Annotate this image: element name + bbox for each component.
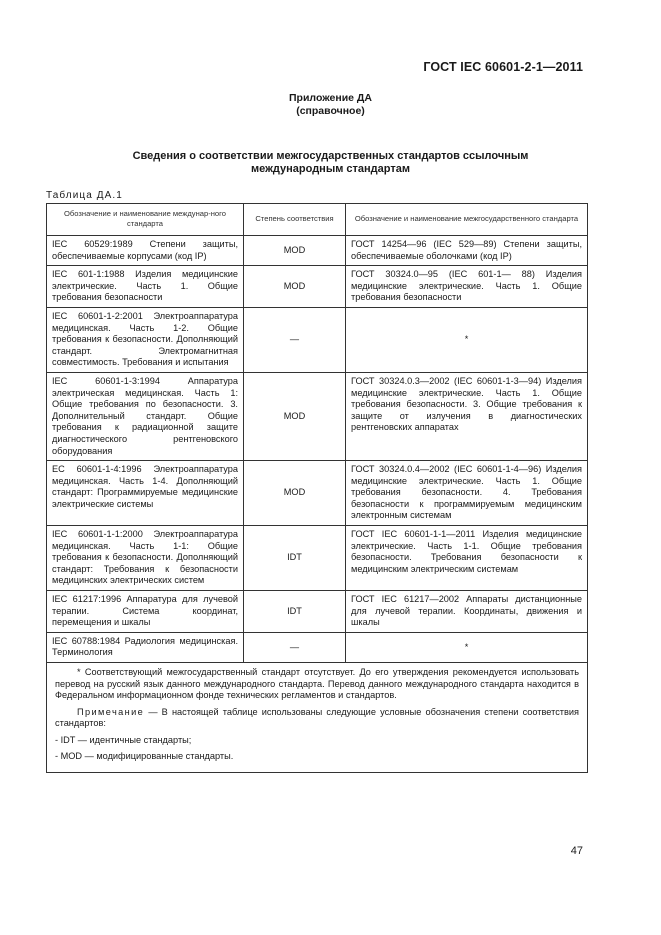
cell-international: IEC 601-1:1988 Изделия медицинские электрические. Часть 1. Общие требования безопасности [47,266,244,308]
note-label: Примечание [77,706,145,717]
cell-international: IEC 60529:1989 Степени защиты, обеспечиваемые корпусами (код IP) [47,236,244,266]
cell-degree: IDT [244,591,346,633]
appendix-title: Приложение ДА [289,92,372,104]
cell-international: IEC 60601-1-3:1994 Аппаратура электрическая медицинская. Часть 1: Общие требования по безопасности. 3. Дополнительный стандарт. Общие требования к радиационной защите диагностического рентгеновского оборудования [47,372,244,460]
cell-national: * [346,632,588,662]
table-row [47,307,588,372]
cell-degree: MOD [244,236,346,266]
correspondence-table [46,203,588,773]
cell-international: ЕС 60601-1-4:1996 Электроаппаратура медицинская. Часть 1-4. Дополняющий стандарт: Программируемые медицинские электрические системы [47,461,244,526]
cell-international: IEC 60788:1984 Радиология медицинская. Терминология [47,632,244,662]
table-row [47,372,588,460]
table-row [47,632,588,662]
footnote: * Соответствующий межгосударственный стандарт отсутствует. До его утверждения рекомендуется использовать перевод на русский язык данного международного стандарта. Перевод данного международного стандарта находится в Федеральном информационном фонде технических регламентов и стандартов. [55,667,579,701]
table-row [47,591,588,633]
section-title-line2: международным стандартам [251,163,410,175]
cell-national: ГОСТ 30324.0.3—2002 (IEC 60601-1-3—94) Изделия медицинские электрические. Часть 1. Общие требования безопасности. 3. Общие требования к защите от излучения в диагностических рентгеновских аппаратах [346,372,588,460]
table-row [47,526,588,591]
cell-national: ГОСТ IEC 60601-1-1—2011 Изделия медицинские электрические. Часть 1-1. Общие требования безопасности. Требования безопасности к медицинским электрическим системам [346,526,588,591]
table-notes [47,663,588,773]
note [55,707,579,730]
appendix-subtitle: (справочное) [296,105,365,117]
section-title-line1: Сведения о соответствии межгосударственных стандартов ссылочным [132,150,529,162]
legend-idt: - IDT — идентичные стандарты; [55,734,192,745]
cell-national: * [346,307,588,372]
table-notes-row [47,663,588,773]
cell-international: IEC 60601-1-2:2001 Электроаппаратура медицинская. Часть 1-2. Общие требования к безопасности. Дополняющий стандарт. Электромагнитная совместимость. Требования и испытания [47,307,244,372]
cell-degree: — [244,632,346,662]
cell-national: ГОСТ IEC 61217—2002 Аппараты дистанционные для лучевой терапии. Координаты, движения и шкалы [346,591,588,633]
cell-national: ГОСТ 14254—96 (IEC 529—89) Степени защиты, обеспечиваемые оболочками (код IP) [346,236,588,266]
cell-degree: MOD [244,266,346,308]
page-number: 47 [570,845,583,857]
table-header-row [47,204,588,236]
cell-international: IEC 61217:1996 Аппаратура для лучевой терапии. Система координат, перемещения и шкалы [47,591,244,633]
section-title [0,150,661,176]
col-header-degree: Степень соответствия [244,204,346,236]
table-row [47,236,588,266]
cell-international: IEC 60601-1-1:2000 Электроаппаратура медицинская. Часть 1-1: Общие требования к безопасности. Дополняющий стандарт: Требования к безопасности медицинских электрических систем [47,526,244,591]
cell-degree: IDT [244,526,346,591]
table-row [47,266,588,308]
cell-national: ГОСТ 30324.0—95 (IEC 601-1— 88) Изделия медицинские электрические. Часть 1. Общие требования безопасности [346,266,588,308]
note-text: — В настоящей таблице использованы следующие условные обозначения степени соответствия стандартов: [55,706,579,729]
cell-national: ГОСТ 30324.0.4—2002 (IEC 60601-1-4—96) Изделия медицинские электрические. Часть 1. Общие требования безопасности. 4. Требования безопасности к программируемым медицинским электронным системам [346,461,588,526]
table-row [47,461,588,526]
legend-mod: - MOD — модифицированные стандарты. [55,750,234,761]
cell-degree: MOD [244,461,346,526]
col-header-international: Обозначение и наименование междунар-ного стандарта [47,204,244,236]
document-code: ГОСТ IEC 60601-2-1—2011 [423,60,583,74]
table-label: Таблица ДА.1 [46,190,123,201]
col-header-national: Обозначение и наименование межгосударственного стандарта [346,204,588,236]
appendix-heading [0,92,661,118]
cell-degree: MOD [244,372,346,460]
cell-degree: — [244,307,346,372]
